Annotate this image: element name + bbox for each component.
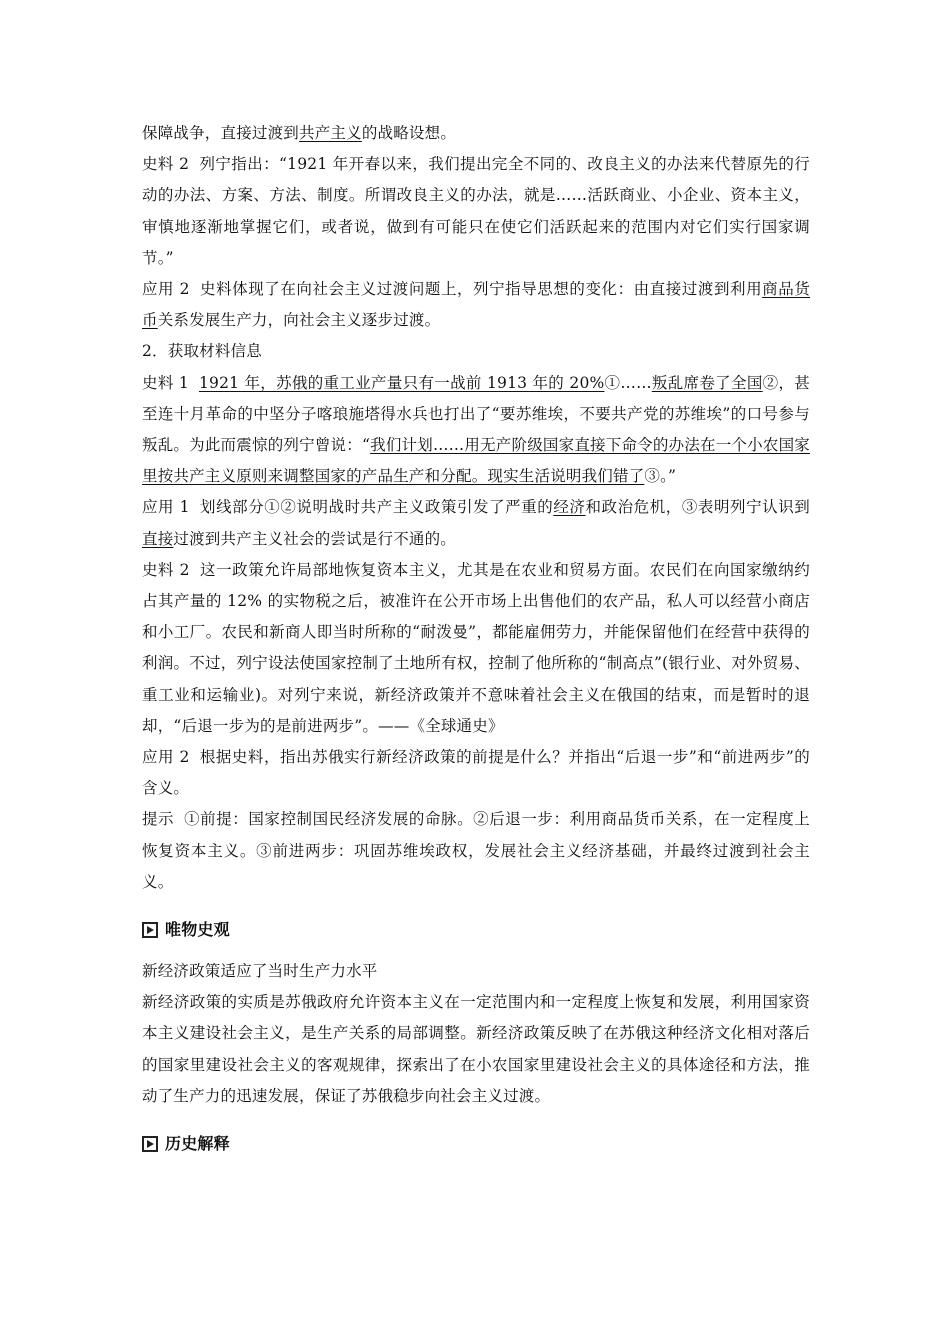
- materialism-title: 新经济政策适应了当时生产力水平: [142, 962, 378, 981]
- source-text: 列宁指出：“1921 年开春以来，我们提出完全不同的、改良主义的办法来代替原先的行动的办法、方案、方法、制度。所谓改良主义的办法，就是……活跃商业、小企业、资本主义，审慎地逐渐地掌握它们，或者说，做到有可能只在使它们活跃起来的范围内对它们实行国家调节。”: [142, 155, 811, 267]
- underlined-text: 1921 年，苏俄的重工业产量只有一战前 1913 年的 20%: [198, 373, 605, 392]
- underlined-text: 直接: [142, 529, 174, 548]
- materialism-text: 新经济政策的实质是苏俄政府允许资本主义在一定范围内和一定程度上恢复和发展，利用国家资本主义建设社会主义，是生产关系的局部调整。新经济政策反映了在苏俄这种经济文化相对落后的国家里建设社会主义的客观规律，探索出了在小农国家里建设社会主义的具体途径和方法，推动了生产力的迅速发展，保证了苏俄稳步向社会主义过渡。: [142, 993, 810, 1105]
- text: 保障战争，直接过渡到: [142, 124, 300, 142]
- underlined-text: 商品货币: [142, 280, 810, 330]
- question-text: 根据史料，指出苏俄实行新经济政策的前提是什么？并指出“后退一步”和“前进两步”的含义。: [142, 748, 810, 798]
- application-label: 应用 1: [142, 498, 190, 517]
- text: 过渡到共产主义社会的尝试是行不通的。: [173, 529, 457, 548]
- source-label: 史料 2: [142, 155, 190, 174]
- text: 史料体现了在向社会主义过渡问题上，列宁指导思想的变化：由直接过渡到利用: [199, 280, 763, 299]
- application-2a: [142, 274, 810, 336]
- text: ②，甚至连十月革命的中坚分子喀琅施塔得水兵也打出了“要苏维埃，不要共产党的苏维埃”的口号参与叛乱。为此而震惊的列宁曾说：“: [142, 373, 810, 455]
- source-2b: [142, 555, 810, 742]
- source-text: 这一政策允许局部地恢复资本主义，尤其是在农业和贸易方面。农民们在向国家缴纳约占其产量的 12% 的实物税之后，被准许在公开市场上出售他们的农产品，私人可以经营小商店和小工厂。农民和新商人即当时所称的“耐泼曼”，都能雇佣劳力，并能保留他们在经营中获得的利润。不过，列宁设法使国家控制了土地所有权，控制了他所称的“制高点”(银行业、对外贸易、重工业和运输业)。对列宁来说，新经济政策并不意味着社会主义在俄国的结束，而是暂时的退却，“后退一步为的是前进两步”。——《全球通史》: [142, 560, 810, 735]
- application-2b: [142, 742, 810, 804]
- text: 划线部分①②说明战时共产主义政策引发了严重的: [199, 498, 554, 517]
- paragraph-intro: [142, 118, 810, 149]
- hint: [142, 804, 810, 898]
- underlined-text: 共产主义: [299, 124, 362, 142]
- heading-text: 唯物史观: [165, 920, 230, 940]
- application-label: 应用 2: [142, 748, 190, 767]
- text: 关系发展生产力，向社会主义逐步过渡。: [157, 311, 441, 330]
- document-page: [142, 118, 810, 1170]
- text: 和政治危机，③表明列宁认识到: [585, 498, 810, 517]
- source-1: [142, 368, 810, 493]
- underlined-text: 我们计划……用无产阶级国家直接下命令的办法在一个小农国家里按共产主义原则来调整国家的产品生产和分配。现实生活说明我们错了: [142, 436, 810, 486]
- heading-text: 历史解释: [165, 1134, 230, 1154]
- source-2a: [142, 149, 810, 274]
- text: ①……: [604, 373, 652, 392]
- play-icon: [142, 922, 158, 938]
- hint-label: 提示: [142, 810, 175, 829]
- hint-text: ①前提：国家控制国民经济发展的命脉。②后退一步：利用商品货币关系，在一定程度上恢复资本主义。③前进两步：巩固苏维埃政权，发展社会主义经济基础，并最终过渡到社会主义。: [142, 810, 810, 891]
- heading-historical-interpretation: [142, 1132, 810, 1156]
- text: 的战略设想。: [361, 124, 457, 142]
- source-label: 史料 2: [142, 560, 190, 579]
- text: ③。”: [644, 467, 677, 486]
- application-1: [142, 492, 810, 554]
- underlined-text: 叛乱席卷了全国: [651, 373, 763, 392]
- source-label: 史料 1: [142, 373, 189, 392]
- heading-historical-materialism: [142, 918, 810, 942]
- section-heading-2: 2．获取材料信息: [142, 342, 262, 361]
- application-label: 应用 2: [142, 280, 190, 299]
- underlined-text: 经济: [553, 498, 586, 517]
- play-icon: [142, 1136, 158, 1152]
